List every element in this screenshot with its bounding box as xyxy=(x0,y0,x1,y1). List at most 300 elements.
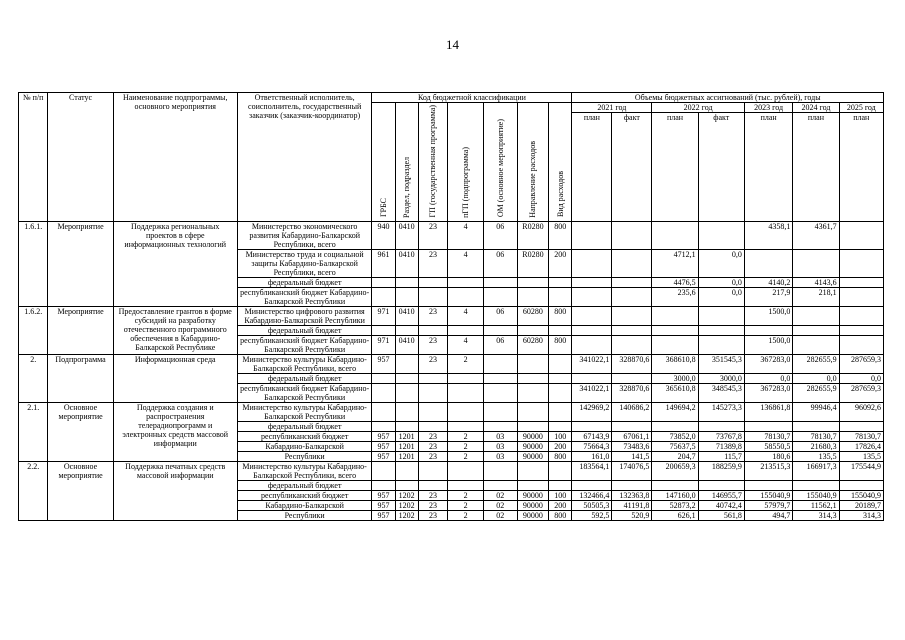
code-cell xyxy=(483,462,517,481)
code-cell xyxy=(448,326,484,336)
table-row xyxy=(19,355,884,374)
value-cell: 4143,6 xyxy=(793,278,839,288)
value-cell: 149694,2 xyxy=(652,403,698,422)
code-cell: 23 xyxy=(418,452,447,462)
code-cell xyxy=(517,403,549,422)
value-cell xyxy=(793,336,839,355)
row-status: Подпрограмма xyxy=(48,355,113,403)
plan-header: план xyxy=(839,113,883,222)
row-executor: республиканский бюджет Кабардино-Балкарской Республики xyxy=(237,288,372,307)
value-cell: 341022,1 xyxy=(572,384,612,403)
value-cell xyxy=(793,326,839,336)
row-executor: Министерство культуры Кабардино-Балкарской Республики, всего xyxy=(237,355,372,374)
value-cell xyxy=(793,307,839,326)
value-cell xyxy=(839,481,883,491)
code-cell xyxy=(483,326,517,336)
row-name: Поддержка региональных проектов в сфере информационных технологий xyxy=(113,222,237,307)
value-cell xyxy=(744,422,792,432)
value-cell: 3000,0 xyxy=(652,374,698,384)
value-cell xyxy=(652,422,698,432)
value-cell: 17826,4 xyxy=(839,442,883,452)
code-cell xyxy=(549,403,572,422)
code-cell xyxy=(517,278,549,288)
value-cell: 146955,7 xyxy=(698,491,744,501)
value-cell: 592,5 xyxy=(572,511,612,521)
code-cell: 800 xyxy=(549,307,572,326)
value-cell: 0,0 xyxy=(698,288,744,307)
budget-code-header: Код бюджетной классификации xyxy=(372,93,572,103)
code-cell xyxy=(549,288,572,307)
value-cell xyxy=(698,481,744,491)
code-cell xyxy=(549,374,572,384)
year-header: 2024 год xyxy=(793,103,839,113)
fact-header: факт xyxy=(612,113,652,222)
value-cell: 145273,3 xyxy=(698,403,744,422)
code-col-header: ГРБС xyxy=(372,103,395,222)
value-cell: 4361,7 xyxy=(793,222,839,250)
table-header xyxy=(19,93,884,222)
code-cell: 0410 xyxy=(395,250,418,278)
value-cell xyxy=(572,326,612,336)
value-cell xyxy=(612,336,652,355)
value-cell: 365610,8 xyxy=(652,384,698,403)
row-name: Поддержка создания и распространения телерадиопрограмм и электронных средств массовой информации xyxy=(113,403,237,462)
value-cell xyxy=(744,250,792,278)
code-cell: 957 xyxy=(372,491,395,501)
code-col-header: Вид расходов xyxy=(549,103,572,222)
code-cell: 940 xyxy=(372,222,395,250)
code-cell: 957 xyxy=(372,355,395,374)
value-cell: 0,0 xyxy=(698,250,744,278)
row-executor: Министерство экономического развития Кабардино-Балкарской Республики, всего xyxy=(237,222,372,250)
value-cell: 494,7 xyxy=(744,511,792,521)
code-cell: 961 xyxy=(372,250,395,278)
code-cell xyxy=(549,481,572,491)
plan-header: план xyxy=(744,113,792,222)
code-cell: 06 xyxy=(483,336,517,355)
value-cell xyxy=(839,422,883,432)
value-cell: 71389,8 xyxy=(698,442,744,452)
code-cell xyxy=(483,481,517,491)
code-cell: 90000 xyxy=(517,511,549,521)
code-cell: 1202 xyxy=(395,491,418,501)
value-cell: 147160,0 xyxy=(652,491,698,501)
table-row xyxy=(19,222,884,250)
code-cell xyxy=(372,481,395,491)
code-cell xyxy=(395,481,418,491)
row-executor: республиканский бюджет xyxy=(237,432,372,442)
value-cell xyxy=(839,336,883,355)
col-executor-header: Ответственный исполнитель, соисполнитель, государственный заказчик (заказчик-координатор) xyxy=(237,93,372,222)
row-num: 1.6.1. xyxy=(19,222,48,307)
code-cell: 03 xyxy=(483,432,517,442)
code-cell: 23 xyxy=(418,432,447,442)
code-cell: 200 xyxy=(549,501,572,511)
row-executor: Министерство культуры Кабардино-Балкарской Республики, всего xyxy=(237,462,372,481)
code-cell xyxy=(395,462,418,481)
code-cell: 23 xyxy=(418,336,447,355)
value-cell: 218,1 xyxy=(793,288,839,307)
code-cell xyxy=(395,403,418,422)
value-cell: 75664,3 xyxy=(572,442,612,452)
code-cell xyxy=(372,326,395,336)
code-cell: 23 xyxy=(418,491,447,501)
plan-header: план xyxy=(572,113,612,222)
year-header: 2023 год xyxy=(744,103,792,113)
code-cell: 60280 xyxy=(517,336,549,355)
value-cell xyxy=(839,288,883,307)
code-cell xyxy=(395,288,418,307)
value-cell: 213515,3 xyxy=(744,462,792,481)
row-executor: федеральный бюджет xyxy=(237,422,372,432)
value-cell: 155040,9 xyxy=(793,491,839,501)
code-cell: 90000 xyxy=(517,442,549,452)
year-header: 2022 год xyxy=(652,103,745,113)
value-cell: 73852,0 xyxy=(652,432,698,442)
code-cell: 957 xyxy=(372,511,395,521)
code-cell: 200 xyxy=(549,442,572,452)
code-cell xyxy=(483,374,517,384)
value-cell xyxy=(612,374,652,384)
col-num-header: № п/п xyxy=(19,93,48,222)
table-body xyxy=(19,222,884,521)
value-cell xyxy=(572,222,612,250)
value-cell: 78130,7 xyxy=(744,432,792,442)
code-cell xyxy=(418,288,447,307)
code-cell xyxy=(517,374,549,384)
row-executor: республиканский бюджет xyxy=(237,491,372,501)
row-executor: Министерство труда и социальной защиты Кабардино-Балкарской Республики, всего xyxy=(237,250,372,278)
code-cell xyxy=(448,384,484,403)
row-executor: республиканский бюджет Кабардино-Балкарской Республики xyxy=(237,384,372,403)
row-executor: Республики xyxy=(237,511,372,521)
value-cell: 174076,5 xyxy=(612,462,652,481)
code-cell: 0410 xyxy=(395,307,418,326)
value-cell: 0,0 xyxy=(744,374,792,384)
value-cell: 341022,1 xyxy=(572,355,612,374)
value-cell xyxy=(612,422,652,432)
code-cell: 4 xyxy=(448,307,484,326)
code-col-header: пГП (подпрограмма) xyxy=(448,103,484,222)
code-cell: 971 xyxy=(372,336,395,355)
value-cell: 67143,9 xyxy=(572,432,612,442)
code-cell xyxy=(418,403,447,422)
code-cell xyxy=(418,326,447,336)
value-cell xyxy=(793,422,839,432)
row-num: 2.2. xyxy=(19,462,48,521)
value-cell: 282655,9 xyxy=(793,355,839,374)
code-cell xyxy=(395,326,418,336)
code-cell: R0280 xyxy=(517,250,549,278)
value-cell xyxy=(572,307,612,326)
code-cell xyxy=(372,403,395,422)
code-cell xyxy=(418,481,447,491)
value-cell xyxy=(793,250,839,278)
value-cell: 314,3 xyxy=(793,511,839,521)
code-cell xyxy=(372,422,395,432)
code-cell: 2 xyxy=(448,442,484,452)
code-cell xyxy=(549,462,572,481)
code-col-header: Раздел, подраздел xyxy=(395,103,418,222)
col-name-header: Наименование подпрограммы, основного мероприятия xyxy=(113,93,237,222)
value-cell: 200659,3 xyxy=(652,462,698,481)
value-cell: 235,6 xyxy=(652,288,698,307)
code-cell xyxy=(483,288,517,307)
code-cell xyxy=(418,422,447,432)
value-cell: 188259,9 xyxy=(698,462,744,481)
value-cell: 3000,0 xyxy=(698,374,744,384)
code-cell xyxy=(372,384,395,403)
code-col-header: ОМ (основное мероприятие) xyxy=(483,103,517,222)
value-cell: 1500,0 xyxy=(744,336,792,355)
col-status-header: Статус xyxy=(48,93,113,222)
value-cell xyxy=(839,326,883,336)
value-cell xyxy=(572,288,612,307)
row-name: Информационная среда xyxy=(113,355,237,403)
value-cell xyxy=(839,222,883,250)
value-cell: 367283,0 xyxy=(744,355,792,374)
code-cell: 23 xyxy=(418,250,447,278)
value-cell: 50505,3 xyxy=(572,501,612,511)
code-cell: 90000 xyxy=(517,432,549,442)
code-cell: 03 xyxy=(483,452,517,462)
value-cell: 96092,6 xyxy=(839,403,883,422)
value-cell xyxy=(612,307,652,326)
code-cell: 23 xyxy=(418,355,447,374)
value-cell: 132363,8 xyxy=(612,491,652,501)
value-cell: 40742,4 xyxy=(698,501,744,511)
code-cell xyxy=(483,355,517,374)
value-cell: 57979,7 xyxy=(744,501,792,511)
code-cell xyxy=(517,288,549,307)
value-cell xyxy=(572,374,612,384)
value-cell: 183564,1 xyxy=(572,462,612,481)
code-cell xyxy=(448,422,484,432)
row-executor: Кабардино-Балкарской xyxy=(237,501,372,511)
code-cell: 0410 xyxy=(395,222,418,250)
code-cell: 957 xyxy=(372,501,395,511)
value-cell: 520,9 xyxy=(612,511,652,521)
row-executor: Министерство цифрового развития Кабардино-Балкарской Республики xyxy=(237,307,372,326)
code-cell xyxy=(372,278,395,288)
value-cell: 135,5 xyxy=(793,452,839,462)
value-cell: 140686,2 xyxy=(612,403,652,422)
code-cell: 1201 xyxy=(395,432,418,442)
page-number: 14 xyxy=(446,37,459,52)
code-cell: 1201 xyxy=(395,442,418,452)
value-cell xyxy=(839,307,883,326)
code-cell xyxy=(549,355,572,374)
code-cell xyxy=(448,374,484,384)
value-cell: 367283,0 xyxy=(744,384,792,403)
code-cell xyxy=(483,422,517,432)
code-cell xyxy=(418,384,447,403)
row-executor: федеральный бюджет xyxy=(237,481,372,491)
value-cell: 4358,1 xyxy=(744,222,792,250)
value-cell: 41191,8 xyxy=(612,501,652,511)
value-cell: 75637,5 xyxy=(652,442,698,452)
value-cell xyxy=(572,422,612,432)
value-cell: 78130,7 xyxy=(793,432,839,442)
value-cell: 11562,1 xyxy=(793,501,839,511)
code-cell: 800 xyxy=(549,452,572,462)
value-cell: 368610,8 xyxy=(652,355,698,374)
row-status: Мероприятие xyxy=(48,222,113,307)
value-cell xyxy=(572,278,612,288)
row-executor: Министерство культуры Кабардино-Балкарской Республики xyxy=(237,403,372,422)
value-cell: 348545,3 xyxy=(698,384,744,403)
code-cell: 90000 xyxy=(517,452,549,462)
code-cell: 2 xyxy=(448,355,484,374)
value-cell xyxy=(744,481,792,491)
value-cell: 217,9 xyxy=(744,288,792,307)
code-cell xyxy=(517,326,549,336)
value-cell xyxy=(572,336,612,355)
code-cell: 4 xyxy=(448,222,484,250)
value-cell: 314,3 xyxy=(839,511,883,521)
value-cell xyxy=(839,278,883,288)
code-cell xyxy=(395,278,418,288)
row-executor: федеральный бюджет xyxy=(237,326,372,336)
code-cell: 1202 xyxy=(395,501,418,511)
value-cell: 4476,5 xyxy=(652,278,698,288)
code-cell: 02 xyxy=(483,491,517,501)
value-cell xyxy=(612,288,652,307)
value-cell: 4140,2 xyxy=(744,278,792,288)
value-cell: 328870,6 xyxy=(612,384,652,403)
value-cell: 21680,3 xyxy=(793,442,839,452)
value-cell: 0,0 xyxy=(698,278,744,288)
value-cell xyxy=(652,307,698,326)
row-status: Основное мероприятие xyxy=(48,403,113,462)
value-cell xyxy=(698,307,744,326)
code-cell xyxy=(448,462,484,481)
row-executor: республиканский бюджет Кабардино-Балкарской Республики xyxy=(237,336,372,355)
code-cell xyxy=(483,403,517,422)
value-cell xyxy=(612,278,652,288)
code-cell: 60280 xyxy=(517,307,549,326)
code-cell: 4 xyxy=(448,336,484,355)
code-cell xyxy=(395,374,418,384)
value-cell: 135,5 xyxy=(839,452,883,462)
code-cell: 2 xyxy=(448,491,484,501)
volumes-header: Объемы бюджетных ассигнований (тыс. рублей), годы xyxy=(572,93,884,103)
code-col-header: Направление расходов xyxy=(517,103,549,222)
code-cell xyxy=(372,288,395,307)
value-cell: 287659,3 xyxy=(839,384,883,403)
value-cell: 1500,0 xyxy=(744,307,792,326)
value-cell: 351545,3 xyxy=(698,355,744,374)
value-cell: 73767,8 xyxy=(698,432,744,442)
code-cell xyxy=(549,326,572,336)
code-cell: 23 xyxy=(418,307,447,326)
value-cell: 626,1 xyxy=(652,511,698,521)
value-cell: 328870,6 xyxy=(612,355,652,374)
code-cell: 06 xyxy=(483,222,517,250)
value-cell: 204,7 xyxy=(652,452,698,462)
code-cell: 02 xyxy=(483,501,517,511)
table-row xyxy=(19,462,884,481)
code-cell: 1201 xyxy=(395,452,418,462)
code-cell: 800 xyxy=(549,511,572,521)
row-status: Мероприятие xyxy=(48,307,113,355)
value-cell: 4712,1 xyxy=(652,250,698,278)
row-executor: федеральный бюджет xyxy=(237,374,372,384)
value-cell xyxy=(839,250,883,278)
code-cell xyxy=(395,355,418,374)
code-cell: 02 xyxy=(483,511,517,521)
value-cell: 0,0 xyxy=(793,374,839,384)
code-cell xyxy=(395,422,418,432)
code-cell: 23 xyxy=(418,222,447,250)
code-cell xyxy=(448,278,484,288)
value-cell: 155040,9 xyxy=(839,491,883,501)
code-cell: 2 xyxy=(448,501,484,511)
code-cell xyxy=(483,278,517,288)
value-cell: 52873,2 xyxy=(652,501,698,511)
code-cell xyxy=(448,403,484,422)
value-cell: 99946,4 xyxy=(793,403,839,422)
table-row xyxy=(19,403,884,422)
value-cell xyxy=(698,336,744,355)
value-cell xyxy=(744,326,792,336)
code-cell xyxy=(517,462,549,481)
code-cell xyxy=(418,374,447,384)
code-cell: R0280 xyxy=(517,222,549,250)
code-cell xyxy=(517,422,549,432)
row-executor: Республики xyxy=(237,452,372,462)
code-cell: 2 xyxy=(448,511,484,521)
plan-header: план xyxy=(793,113,839,222)
row-name: Предоставление грантов в форме субсидий на разработку отечественного программного обеспечения в Кабардино-Балкарской Республике xyxy=(113,307,237,355)
row-executor: федеральный бюджет xyxy=(237,278,372,288)
value-cell xyxy=(652,336,698,355)
value-cell: 20189,7 xyxy=(839,501,883,511)
code-cell: 800 xyxy=(549,336,572,355)
code-cell: 100 xyxy=(549,432,572,442)
code-cell xyxy=(372,374,395,384)
value-cell xyxy=(572,250,612,278)
value-cell xyxy=(698,222,744,250)
code-cell: 800 xyxy=(549,222,572,250)
code-cell: 957 xyxy=(372,452,395,462)
value-cell: 161,0 xyxy=(572,452,612,462)
code-cell: 957 xyxy=(372,442,395,452)
code-cell xyxy=(517,384,549,403)
code-cell xyxy=(517,481,549,491)
code-cell: 23 xyxy=(418,501,447,511)
value-cell: 73483,6 xyxy=(612,442,652,452)
value-cell xyxy=(793,481,839,491)
code-cell xyxy=(448,481,484,491)
row-name: Поддержка печатных средств массовой информации xyxy=(113,462,237,521)
row-num: 2.1. xyxy=(19,403,48,462)
code-cell: 90000 xyxy=(517,491,549,501)
code-cell: 03 xyxy=(483,442,517,452)
table-row xyxy=(19,307,884,326)
value-cell: 115,7 xyxy=(698,452,744,462)
value-cell xyxy=(652,222,698,250)
value-cell: 58550,5 xyxy=(744,442,792,452)
value-cell xyxy=(612,326,652,336)
row-num: 2. xyxy=(19,355,48,403)
code-cell: 0410 xyxy=(395,336,418,355)
value-cell: 175544,9 xyxy=(839,462,883,481)
code-cell: 06 xyxy=(483,250,517,278)
code-cell xyxy=(372,462,395,481)
code-cell: 23 xyxy=(418,442,447,452)
value-cell xyxy=(698,326,744,336)
